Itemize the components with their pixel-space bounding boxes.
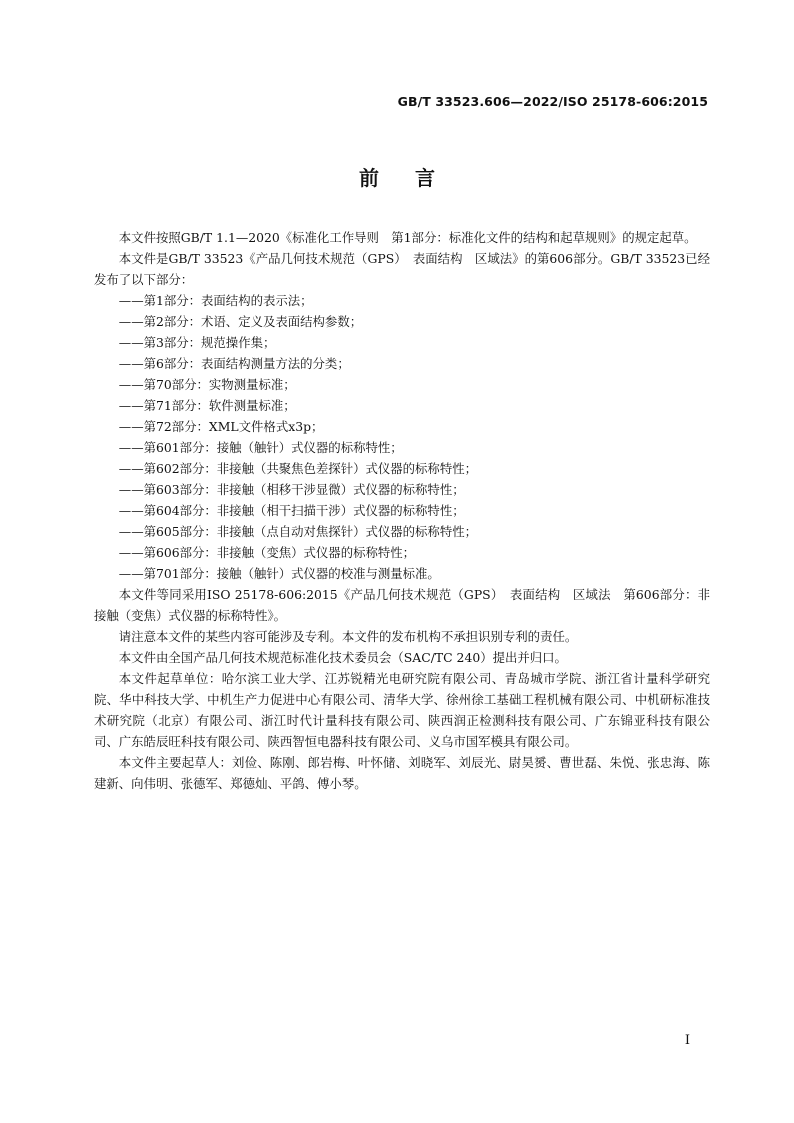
list-item: ——第701部分：接触（触针）式仪器的校准与测量标准。 (118, 566, 440, 581)
title-char-1: 前 (359, 166, 379, 190)
title-char-2: 言 (415, 166, 435, 190)
paragraph-equivalence: 本文件等同采用ISO 25178-606:2015《产品几何技术规范（GPS） 表面结构 区域法 第606部分：非接触（变焦）式仪器的标称特性》。 (94, 587, 710, 623)
standard-header: GB/T 33523.606—2022/ISO 25178-606:2015 (397, 94, 708, 109)
list-item: ——第2部分：术语、定义及表面结构参数； (118, 314, 363, 329)
parts-list (94, 290, 710, 584)
page-number: I (684, 1033, 690, 1048)
paragraph-proposer: 本文件由全国产品几何技术规范标准化技术委员会（SAC/TC 240）提出并归口。 (118, 650, 567, 665)
paragraph-drafters: 本文件主要起草人：刘俭、陈刚、郎岩梅、叶怀储、刘晓军、刘辰光、尉昊赟、曹世磊、朱悦、张忠海、陈建新、向伟明、张德军、郑德灿、平鸽、傅小琴。 (94, 755, 710, 791)
paragraph-series-intro: 本文件是GB/T 33523《产品几何技术规范（GPS） 表面结构 区域法》的第606部分。GB/T 33523已经发布了以下部分： (94, 251, 710, 287)
list-item: ——第605部分：非接触（点自动对焦探针）式仪器的标称特性； (118, 524, 477, 539)
list-item: ——第604部分：非接触（相干扫描干涉）式仪器的标称特性； (118, 503, 465, 518)
paragraph-drafting-units: 本文件起草单位：哈尔滨工业大学、江苏锐精光电研究院有限公司、青岛城市学院、浙江省计量科学研究院、华中科技大学、中机生产力促进中心有限公司、清华大学、徐州徐工基础工程机械有限公司、中机研标准技术研究院（北京）有限公司、浙江时代计量科技有限公司、陕西润正检测科技有限公司、广东锦亚科技有限公司、广东皓辰旺科技有限公司、陕西智恒电器科技有限公司、义乌市国军模具有限公司。 (94, 671, 710, 749)
list-item: ——第603部分：非接触（相移干涉显微）式仪器的标称特性； (118, 482, 465, 497)
list-item: ——第72部分：XML文件格式x3p； (118, 419, 324, 434)
list-item: ——第1部分：表面结构的表示法； (118, 293, 313, 308)
paragraph-drafting-rules: 本文件按照GB/T 1.1—2020《标准化工作导则 第1部分：标准化文件的结构和起草规则》的规定起草。 (118, 230, 697, 245)
list-item: ——第601部分：接触（触针）式仪器的标称特性； (118, 440, 403, 455)
list-item: ——第6部分：表面结构测量方法的分类； (118, 356, 350, 371)
list-item: ——第602部分：非接触（共聚焦色差探针）式仪器的标称特性； (118, 461, 477, 476)
paragraph-patent-notice: 请注意本文件的某些内容可能涉及专利。本文件的发布机构不承担识别专利的责任。 (118, 629, 578, 644)
list-item: ——第71部分：软件测量标准； (118, 398, 296, 413)
list-item: ——第70部分：实物测量标准； (118, 377, 296, 392)
page-title (0, 162, 794, 191)
list-item: ——第606部分：非接触（变焦）式仪器的标称特性； (118, 545, 416, 560)
foreword-body (94, 227, 710, 794)
list-item: ——第3部分：规范操作集； (118, 335, 276, 350)
